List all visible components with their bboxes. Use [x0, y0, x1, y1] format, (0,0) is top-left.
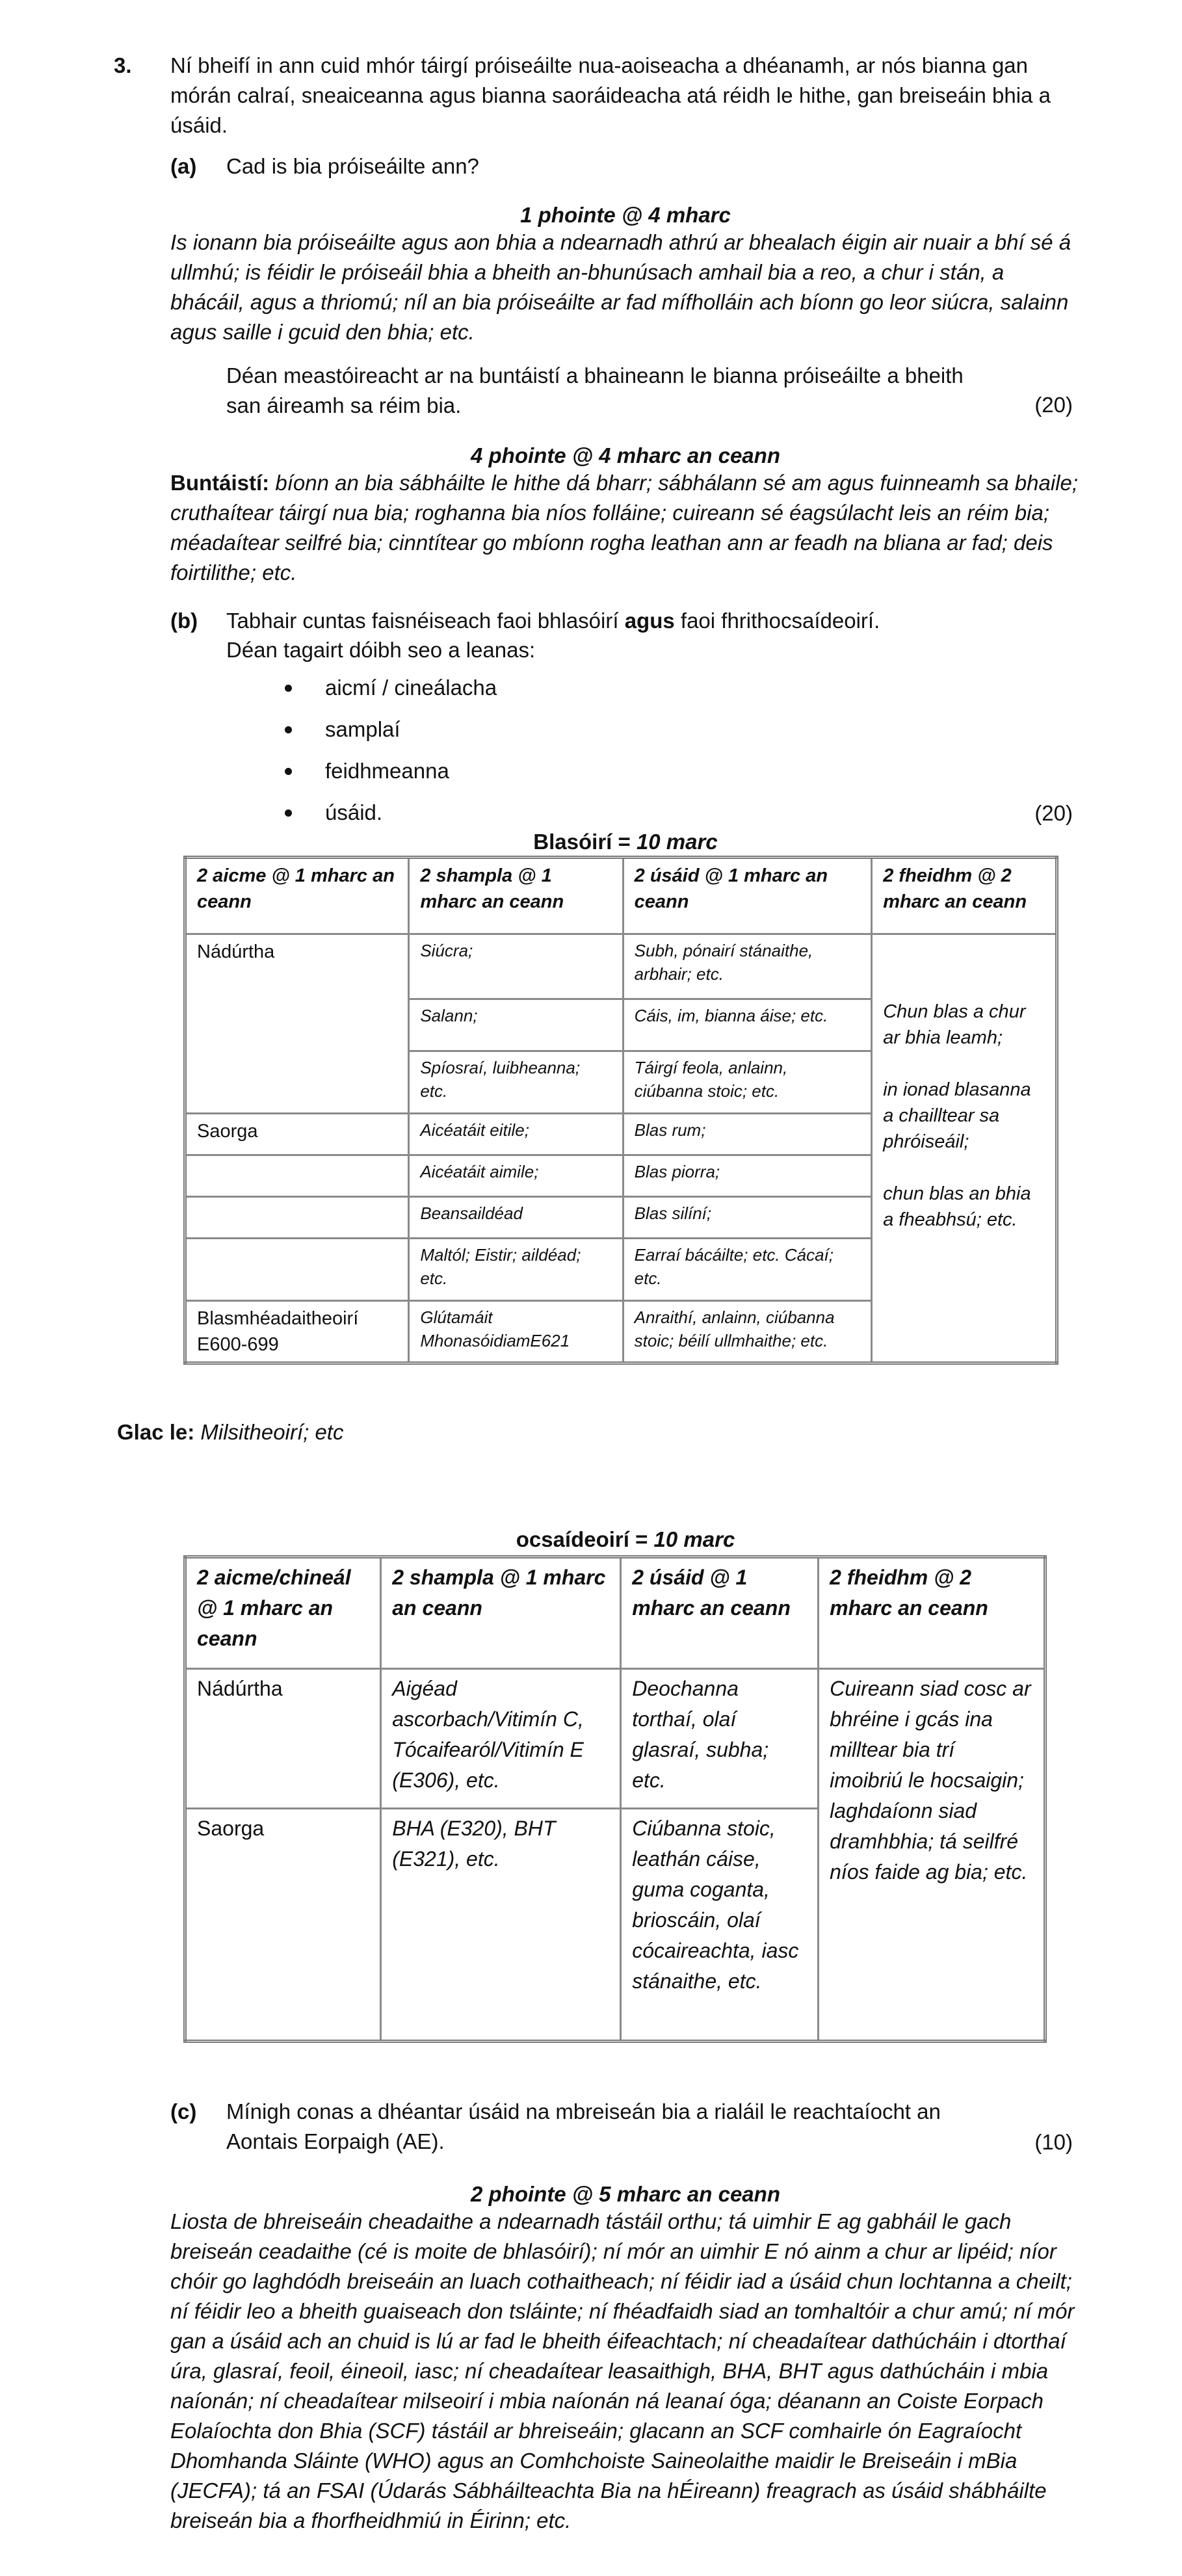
- accept-label: Glac le:: [117, 1420, 195, 1444]
- table-cell-class: Blasmhéadaitheoirí E600-699: [185, 1301, 409, 1363]
- table-cell-example: Siúcra;: [409, 934, 623, 999]
- antiox-table-title: [170, 1525, 1081, 1555]
- table-header-cell: 2 aicme/chineál @ 1 mharc an ceann: [185, 1557, 381, 1669]
- part-c-marks: (10): [1034, 2130, 1073, 2154]
- function-item: Chun blas a chur ar bhia leamh;: [883, 1001, 1026, 1048]
- flavour-title-marks: 10 marc: [636, 830, 718, 854]
- table-cell-use: Earraí bácáilte; etc. Cácaí; etc.: [623, 1239, 872, 1301]
- advantages-text: bíonn an bia sábháilte le hithe dá bharr; sábhálann sé am agus fuinneamh sa bhaile; cruthaítear táirgí nua bia; roghanna bia níos folláine; cuireann sé éagsúlacht leis an réim bia; méadaítear seilfré bia; cinntítear go mbíonn rogha leathan ann ar feadh na bliana ar fad; deis foirtilithe; etc.: [170, 471, 1079, 585]
- bullet-item: aicmí / cineálacha: [280, 673, 497, 715]
- flavour-title-text: Blasóirí =: [533, 830, 637, 854]
- part-b-q-pre: Tabhair cuntas faisnéiseach faoi bhlasóirí: [226, 609, 625, 633]
- function-item: chun blas an bhia a fheabhsú; etc.: [883, 1183, 1031, 1230]
- accept-note: [117, 1417, 343, 1447]
- question-number: 3.: [114, 53, 132, 77]
- question-intro: Ní bheifí in ann cuid mhór táirgí próiseáilte nua-aoiseacha a dhéanamh, ar nós bianna gan mórán calraí, sneaiceanna agus bianna saoráideacha atá réidh le hithe, gan breiseáin bhia a úsáid.: [170, 53, 1051, 137]
- table-header-cell: 2 úsáid @ 1 mharc an ceann: [621, 1557, 819, 1669]
- flavour-table-title: [170, 827, 1081, 857]
- advantages-label: Buntáistí:: [170, 471, 270, 495]
- part-b-marks: (20): [1034, 801, 1073, 825]
- table-cell-functions: [872, 934, 1057, 1363]
- part-b-question-line2: Déan tagairt dóibh seo a leanas:: [226, 638, 536, 662]
- table-cell-use: Anraithí, anlainn, ciúbanna stoic; béilí ullmhaithe; etc.: [623, 1301, 872, 1363]
- part-a-advantages: [170, 468, 1081, 588]
- table-header-cell: 2 shampla @ 1 mharc an ceann: [381, 1557, 621, 1669]
- table-cell-class: Nádúrtha: [185, 934, 409, 1114]
- part-b-q-post: faoi fhrithocsaídeoirí.: [674, 609, 880, 633]
- table-cell-use: Blas rum;: [623, 1114, 872, 1155]
- table-cell-class: Saorga: [185, 1114, 409, 1155]
- part-b-label: (b): [170, 609, 198, 633]
- part-c-question: Mínigh conas a dhéantar úsáid na mbreiseán bia a rialáil le reachtaíocht an Aontais Eorpaigh (AE).: [226, 2099, 941, 2153]
- part-b-bullet-list: [280, 673, 497, 839]
- table-row: [185, 1669, 1045, 1809]
- part-a-label: (a): [170, 154, 197, 178]
- part-a-eval-question: Déan meastóireacht ar na buntáistí a bhaineann le bianna próiseáilte a bheith san áireamh sa réim bia.: [226, 363, 964, 417]
- table-cell-class: [185, 1155, 409, 1197]
- bullet-item: feidhmeanna: [280, 756, 497, 798]
- part-c-label: (c): [170, 2099, 197, 2123]
- table-cell-example: BHA (E320), BHT (E321), etc.: [381, 1809, 621, 2042]
- table-cell-function: Cuireann siad cosc ar bhréine i gcás ina milltear bia trí imoibriú le hocsaigin; laghdaíonn siad dramhbhia; tá seilfré níos faide ag bia; etc.: [819, 1669, 1045, 2042]
- table-cell-example: Salann;: [409, 999, 623, 1051]
- flavourings-table: [183, 856, 1058, 1365]
- table-cell-class: [185, 1239, 409, 1301]
- part-c-heading: 2 phointe @ 5 mharc an ceann: [471, 2182, 780, 2206]
- part-a-question: Cad is bia próiseáilte ann?: [226, 154, 479, 178]
- table-cell-use: Ciúbanna stoic, leathán cáise, guma coganta, brioscáin, olaí cócaireachta, iasc stánaithe, etc.: [621, 1809, 819, 2042]
- table-cell-use: Subh, pónairí stánaithe, arbhair; etc.: [623, 934, 872, 999]
- table-header-cell: 2 úsáid @ 1 mharc an ceann: [623, 858, 872, 934]
- part-a-scheme-heading: 1 phointe @ 4 mharc: [520, 203, 731, 227]
- part-a-eval-heading: 4 phointe @ 4 mharc an ceann: [471, 443, 780, 467]
- table-cell-class: Nádúrtha: [185, 1669, 381, 1809]
- table-header-cell: 2 fheidhm @ 2 mharc an ceann: [819, 1557, 1045, 1669]
- part-b-question-line1: [226, 606, 1071, 636]
- table-cell-use: Blas silíní;: [623, 1197, 872, 1239]
- accept-value: Milsitheoirí; etc: [200, 1420, 344, 1444]
- table-row: [185, 934, 1057, 999]
- table-cell-example: Beansaildéad: [409, 1197, 623, 1239]
- table-header-cell: 2 aicme @ 1 mharc an ceann: [185, 858, 409, 934]
- part-c-answer: Liosta de bhreiseáin cheadaithe a ndearnadh tástáil orthu; tá uimhir E ag gabháil le gach breiseán ceadaithe (cé is moite de bhlasóirí); ní mór an uimhir E nó ainm a chur ar lipéid; níor chóir go laghdódh breiseáin an luach cothaitheach; ní féidir iad a úsáid chun lochtanna a cheilt; ní féidir leo a bheith guaiseach don tsláinte; ní fhéadfaidh siad an tomhaltóir a chur amú; ní mór gan a úsáid ach an chuid is lú ar fad le bheith éifeachtach; ní cheadaítear dathúcháin i dtorthaí úra, glasraí, feoil, éineoil, iasc; ní cheadaítear leasaithigh, BHA, BHT agus dathúcháin i mbia naíonán; ní cheadaítear milseoirí i mbia naíonán ná leanaí óga; déanann an Coiste Eorpach Eolaíochta don Bhia (SCF) tástáil ar bhreiseáin; glacann an SCF comhairle ón Eagraíocht Dhomhanda Sláinte (WHO) agus an Comhchoiste Saineolaithe maidir le Breiseáin i mBia (JECFA); tá an FSAI (Údarás Sábháilteachta Bia na hÉireann) freagrach as úsáid shábháilte breiseán bia a fhorfheidhmiú in Éirinn; etc.: [170, 2209, 1075, 2532]
- table-header-row: [185, 858, 1057, 934]
- antioxidants-table: [183, 1555, 1047, 2043]
- table-cell-use: Táirgí feola, anlainn, ciúbanna stoic; etc.: [623, 1051, 872, 1114]
- table-cell-example: Spíosraí, luibheanna; etc.: [409, 1051, 623, 1114]
- table-header-row: [185, 1557, 1045, 1669]
- table-cell-example: Aicéatáit aimile;: [409, 1155, 623, 1197]
- part-a-eval-marks: (20): [1034, 393, 1073, 417]
- table-cell-use: Cáis, im, bianna áise; etc.: [623, 999, 872, 1051]
- antiox-title-marks: 10 marc: [653, 1527, 735, 1551]
- table-cell-use: Blas piorra;: [623, 1155, 872, 1197]
- table-cell-example: Maltól; Eistir; aildéad; etc.: [409, 1239, 623, 1301]
- table-cell-class: Saorga: [185, 1809, 381, 2042]
- table-header-cell: 2 fheidhm @ 2 mharc an ceann: [872, 858, 1057, 934]
- table-header-cell: 2 shampla @ 1 mharc an ceann: [409, 858, 623, 934]
- part-a-answer: Is ionann bia próiseáilte agus aon bhia a ndearnadh athrú ar bhealach éigin air nuair a bhí sé á ullmhú; is féidir le próiseáil bhia a bheith an-bhunúsach amhail bia a reo, a chur i stán, a bhácáil, agus a thriomú; níl an bia próiseáilte ar fad mífholláin ach bíonn go leor siúcra, salainn agus saille i gcuid den bhia; etc.: [170, 230, 1071, 344]
- table-cell-example: Glútamáit MhonasóidiamE621: [409, 1301, 623, 1363]
- table-cell-example: Aicéatáit eitile;: [409, 1114, 623, 1155]
- table-cell-class: [185, 1197, 409, 1239]
- table-cell-use: Deochanna torthaí, olaí glasraí, subha; etc.: [621, 1669, 819, 1809]
- bullet-item: úsáid.: [280, 798, 497, 839]
- table-cell-example: Aigéad ascorbach/Vitimín C, Tócaifearól/Vitimín E (E306), etc.: [381, 1669, 621, 1809]
- bullet-item: samplaí: [280, 715, 497, 756]
- antiox-title-text: ocsaídeoirí =: [516, 1527, 654, 1551]
- function-item: in ionad blasanna a chailltear sa phróiseáil;: [883, 1079, 1031, 1152]
- part-b-q-bold: agus: [624, 609, 675, 633]
